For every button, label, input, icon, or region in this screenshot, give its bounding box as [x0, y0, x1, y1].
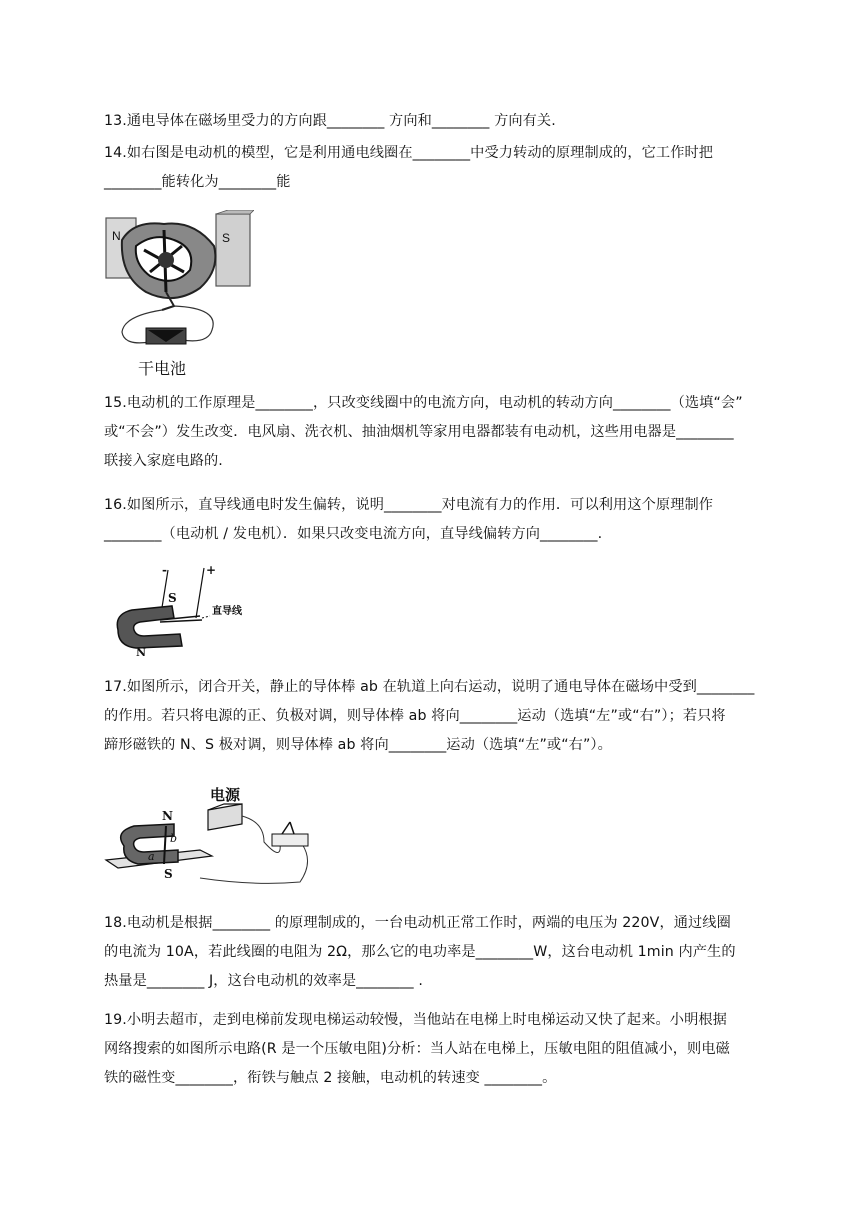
fig-plus-label: +	[206, 563, 217, 577]
question-16-line-2: ________（电动机 / 发电机）．如果只改变电流方向，直导线偏转方向________.	[104, 526, 603, 542]
question-17-line-2: 的作用。若只将电源的正、负极对调，则导体棒 ab 将向________运动（选填“左”或“右”）；若只将	[104, 708, 726, 724]
motor-model-figure	[104, 210, 254, 380]
question-17-line-1: 17.如图所示，闭合开关，静止的导体棒 ab 在轨道上向右运动，说明了通电导体在磁场中受到________	[104, 679, 755, 695]
fig-caption-battery: 干电池	[138, 359, 187, 378]
question-14-line-1: 14.如右图是电动机的模型，它是利用通电线圈在________中受力转动的原理制成的，它工作时把	[104, 145, 714, 161]
question-13-text: 13.通电导体在磁场里受力的方向跟________ 方向和________ 方向有关.	[104, 113, 556, 129]
motor-model-drawing	[104, 210, 254, 380]
question-19	[104, 1006, 760, 1093]
question-18-line-3: 热量是________ J，这台电动机的效率是________ .	[104, 973, 423, 989]
question-16	[104, 491, 760, 549]
question-13	[104, 107, 760, 136]
question-15	[104, 389, 760, 476]
fig-a-label: a	[148, 850, 155, 863]
fig-wire-label: 直导线	[212, 606, 242, 617]
question-18	[104, 909, 760, 996]
question-18-line-1: 18.电动机是根据________ 的原理制成的，一台电动机正常工作时，两端的电压为 220V，通过线圈	[104, 915, 731, 931]
fig-n-label: N	[162, 809, 173, 823]
question-15-line-3: 联接入家庭电路的.	[104, 453, 223, 469]
question-15-line-2: 或“不会”）发生改变．电风扇、洗衣机、抽油烟机等家用电器都装有电动机，这些用电器是________	[104, 424, 734, 440]
question-14	[104, 139, 760, 197]
question-17	[104, 673, 760, 760]
fig-n-label: N	[136, 646, 147, 656]
fig-b-label: b	[170, 832, 178, 845]
question-19-line-3: 铁的磁性变________，衔铁与触点 2 接触，电动机的转速变 ________。	[104, 1070, 557, 1086]
question-19-line-1: 19.小明去超市，走到电梯前发现电梯运动较慢，当他站在电梯上时电梯运动又快了起来。小明根据	[104, 1012, 727, 1028]
fig-s-label: S	[164, 867, 173, 881]
straight-wire-figure	[110, 560, 260, 656]
question-14-line-2: ________能转化为________能	[104, 174, 291, 190]
fig-power-label: 电源	[210, 786, 241, 804]
question-15-line-1: 15.电动机的工作原理是________，只改变线圈中的电流方向，电动机的转动方向________（选填“会”	[104, 395, 743, 411]
question-17-line-3: 蹄形磁铁的 N、S 极对调，则导体棒 ab 将向________运动（选填“左”或“右”）。	[104, 737, 612, 753]
fig-minus-label: -	[162, 563, 167, 577]
straight-wire-drawing	[110, 560, 260, 656]
question-16-line-1: 16.如图所示，直导线通电时发生偏转，说明________对电流有力的作用．可以利用这个原理制作	[104, 497, 714, 513]
question-18-line-2: 的电流为 10A，若此线圈的电阻为 2Ω，那么它的电功率是________W，这台电动机 1min 内产生的	[104, 944, 736, 960]
fig-label-s: S	[222, 231, 231, 245]
question-19-line-2: 网络搜索的如图所示电路(R 是一个压敏电阻)分析：当人站在电梯上，压敏电阻的阻值减小，则电磁	[104, 1041, 730, 1057]
fig-s-label: S	[168, 591, 177, 605]
fig-label-n: N	[112, 229, 121, 243]
rail-circuit-figure	[104, 782, 330, 888]
rail-circuit-drawing	[104, 782, 330, 888]
